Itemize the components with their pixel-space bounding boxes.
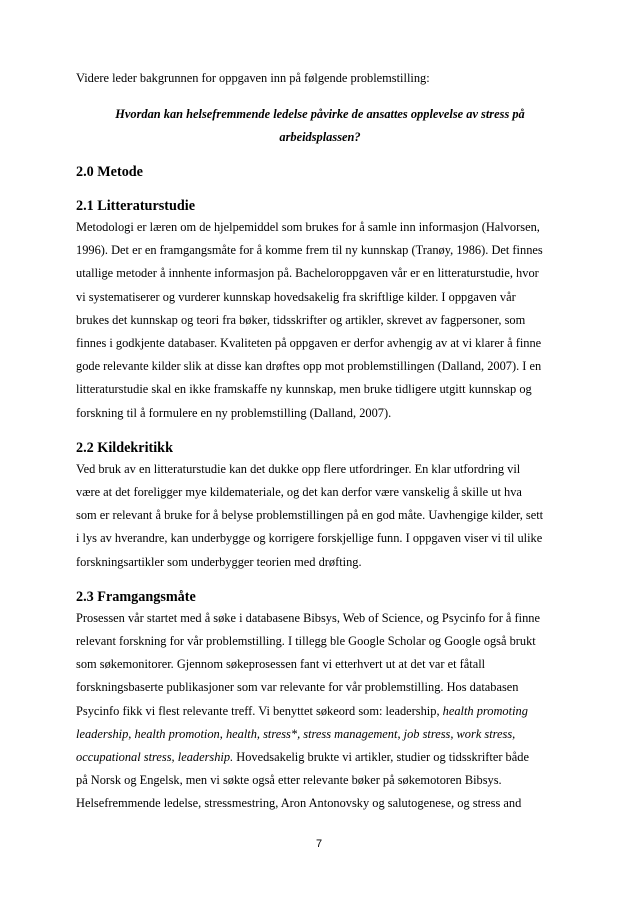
text-line: som er relevant å bruke for å belyse problemstillingen på en god måte. Uavhengige kilder, sett: [76, 508, 544, 523]
text-line: finnes i godkjente databaser. Kvaliteten på oppgaven er derfor avhengig av at vi klarer å finne: [76, 336, 542, 351]
text-line: vi systematiserer og vurderer kunnskap hovedsakelig fra skriftlige kilder. I oppgaven vår: [76, 289, 516, 304]
research-question: [76, 103, 564, 149]
text-line: Prosessen vår startet med å søke i databasene Bibsys, Web of Science, og Psycinfo for å finne: [76, 610, 540, 625]
text-line: forskning til å formulere en ny problemstilling (Dalland, 2007).: [76, 405, 392, 420]
text-segment: Psycinfo fikk vi flest relevante treff. Vi benyttet søkeord som: leadership,: [76, 703, 443, 718]
text-line: Ved bruk av en litteraturstudie kan det dukke opp flere utfordringer. En klar utfordring vil: [76, 461, 521, 476]
text-line: utallige metoder å innhente informasjon på. Bacheloroppgaven vår er en litteraturstudie, hvor: [76, 266, 539, 281]
text-line: gode relevante kilder slik at disse kan drøftes opp mot problemstillingen (Dalland, 2007). I en: [76, 359, 542, 374]
text-line: [76, 700, 564, 723]
paragraph-kildekritikk: [76, 458, 564, 574]
search-terms-italic-line: leadership, health promotion, health, stress*, stress management, job stress, work stress,: [76, 726, 516, 741]
heading-litteraturstudie: 2.1 Litteraturstudie: [76, 198, 196, 214]
heading-framgangsmate: 2.3 Framgangsmåte: [76, 588, 196, 605]
intro-text: Videre leder bakgrunnen for oppgaven inn på følgende problemstilling:: [76, 71, 430, 85]
text-line: Helsefremmende ledelse, stressmestring, Aron Antonovsky og salutogenese, og stress and: [76, 796, 522, 811]
search-term-italic: occupational stress, leadership.: [76, 750, 234, 765]
page-content: [76, 68, 564, 816]
paragraph-litteraturstudie: [76, 216, 564, 425]
text-segment: Hovedsakelig brukte vi artikler, studier og tidsskrifter både: [233, 750, 529, 765]
text-line: på Norsk og Engelsk, men vi søkte også etter relevante bøker på søkemotoren Bibsys.: [76, 773, 502, 788]
text-line: forskningsartikler som underbygger teorien med drøfting.: [76, 554, 362, 569]
search-term-italic: health promoting: [442, 703, 528, 718]
text-line: 1996). Det er en framgangsmåte for å komme frem til ny kunnskap (Tranøy, 1986). Det finnes: [76, 243, 543, 258]
text-line: litteraturstudie skal en ikke framskaffe ny kunnskap, men bruke tidligere utgitt kunnskap og: [76, 382, 532, 397]
text-line: i lys av hverandre, kan underbygge og korrigere forskjellige funn. I oppgaven viser vi til ulike: [76, 531, 543, 546]
research-question-line: Hvordan kan helsefremmende ledelse påvirke de ansattes opplevelse av stress på: [115, 107, 525, 121]
research-question-line: arbeidsplassen?: [279, 130, 361, 144]
text-line: relevant forskning for vår problemstilling. I tillegg ble Google Scholar og Google også brukt: [76, 634, 536, 649]
text-line: som søkemonitorer. Gjennom søkeprosessen fant vi etterhvert ut at det var et fåtall: [76, 657, 486, 672]
heading-metode: 2.0 Metode: [76, 164, 143, 180]
text-line: Metodologi er læren om de hjelpemiddel som brukes for å samle inn informasjon (Halvorsen,: [76, 220, 540, 234]
paragraph-framgangsmate: [76, 607, 564, 816]
text-line: [76, 746, 564, 769]
heading-kildekritikk: 2.2 Kildekritikk: [76, 439, 173, 456]
page-number: 7: [315, 838, 323, 850]
text-line: forskningsbaserte publikasjoner som var relevante for vår problemstilling. Hos databasen: [76, 680, 519, 695]
text-line: være at det foreligger mye kildemateriale, og det kan derfor være vanskelig å skille ut hva: [76, 485, 522, 500]
text-line: brukes det kunnskap og teori fra bøker, tidsskrifter og artikler, skrevet av fagpersoner, som: [76, 312, 526, 327]
